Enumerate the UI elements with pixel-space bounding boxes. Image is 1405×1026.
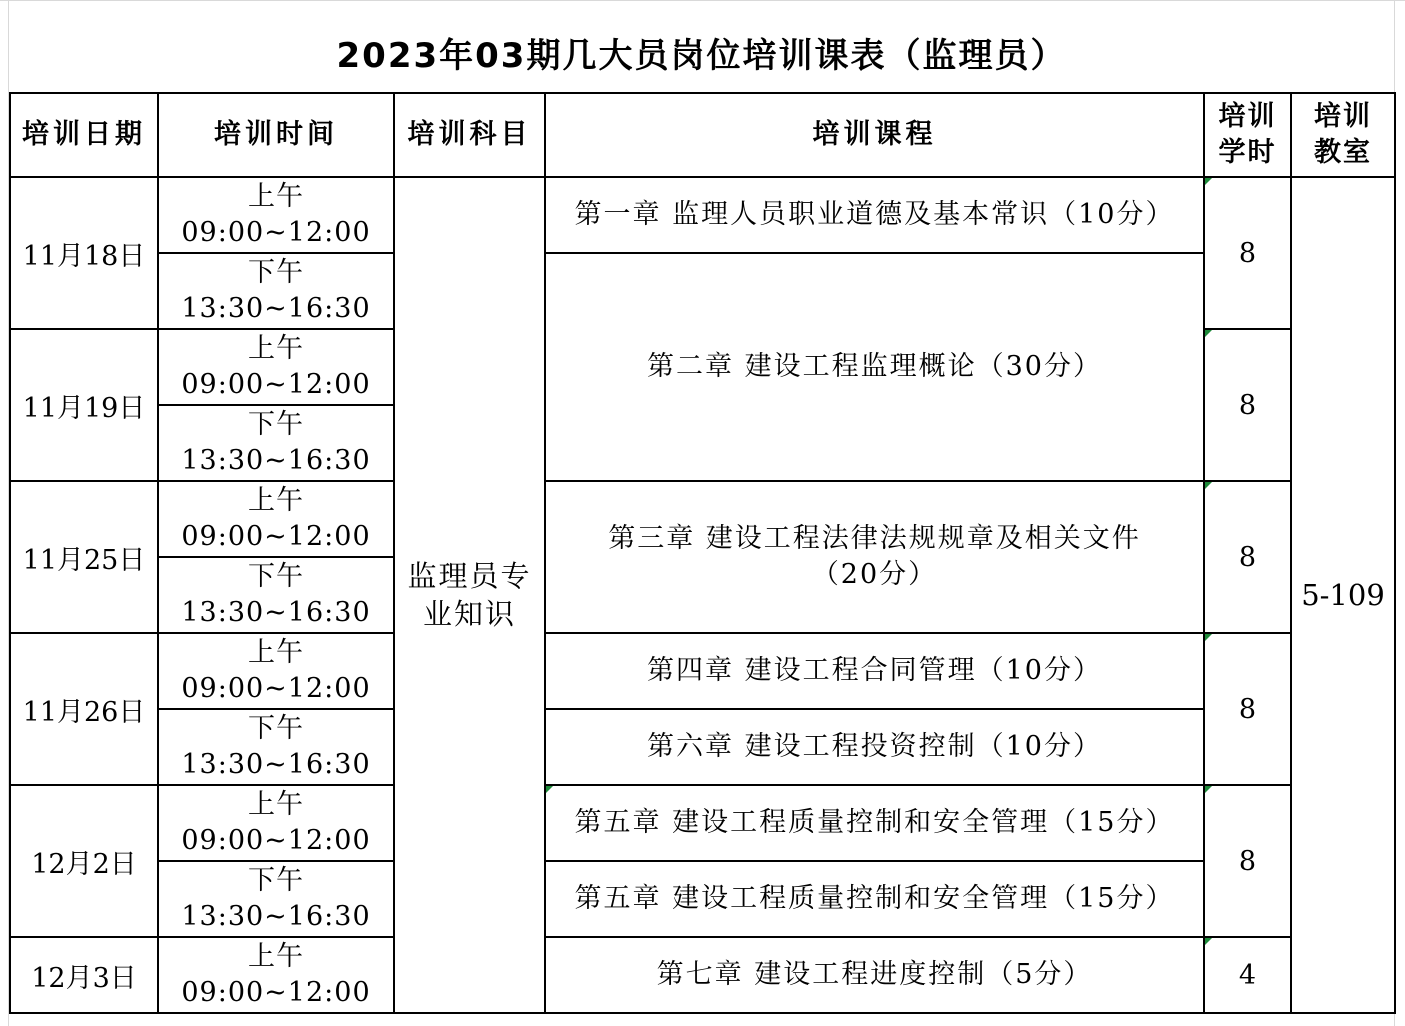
table-row [10,709,1395,785]
hours-cell: 8 [1204,785,1291,937]
table-row [10,861,1395,937]
hours-cell: 4 [1204,937,1291,1013]
date-cell: 12月3日 [10,937,158,1013]
date-cell: 11月25日 [10,481,158,633]
date-cell: 11月19日 [10,329,158,481]
table-row [10,481,1395,557]
header-hours: 培训 学时 [1204,93,1291,177]
table-row [10,253,1395,329]
hours-cell: 8 [1204,481,1291,633]
room-cell: 5-109 [1291,177,1395,1013]
time-slot-am: 上午 09:00~12:00 [158,937,394,1013]
course-cell: 第六章 建设工程投资控制（10分） [545,709,1204,785]
time-slot-am: 上午 09:00~12:00 [158,481,394,557]
hours-cell: 8 [1204,633,1291,785]
course-cell: 第七章 建设工程进度控制（5分） [545,937,1204,1013]
course-cell: 第五章 建设工程质量控制和安全管理（15分） [545,785,1204,861]
schedule-table [9,92,1396,1014]
header-subject: 培训科目 [394,93,545,177]
date-cell: 11月26日 [10,633,158,785]
subject-cell: 监理员专业知识 [394,177,545,1013]
time-slot-am: 上午 09:00~12:00 [158,785,394,861]
hours-cell: 8 [1204,177,1291,329]
time-slot-pm: 下午 13:30~16:30 [158,557,394,633]
header-room: 培训 教室 [1291,93,1395,177]
table-row [10,633,1395,709]
time-slot-am: 上午 09:00~12:00 [158,329,394,405]
table-row [10,937,1395,1013]
time-slot-pm: 下午 13:30~16:30 [158,253,394,329]
course-cell: 第四章 建设工程合同管理（10分） [545,633,1204,709]
header-course: 培训课程 [545,93,1204,177]
time-slot-am: 上午 09:00~12:00 [158,633,394,709]
header-date: 培训日期 [10,93,158,177]
course-cell: 第五章 建设工程质量控制和安全管理（15分） [545,861,1204,937]
course-cell: 第一章 监理人员职业道德及基本常识（10分） [545,177,1204,253]
table-row [10,785,1395,861]
time-slot-pm: 下午 13:30~16:30 [158,709,394,785]
time-slot-am: 上午 09:00~12:00 [158,177,394,253]
header-time: 培训时间 [158,93,394,177]
header-row [10,93,1395,177]
schedule-title: 2023年03期几大员岗位培训课表（监理员） [336,35,1067,76]
time-slot-pm: 下午 13:30~16:30 [158,405,394,481]
table-row [10,177,1395,253]
hours-cell: 8 [1204,329,1291,481]
time-slot-pm: 下午 13:30~16:30 [158,861,394,937]
course-cell: 第二章 建设工程监理概论（30分） [545,253,1204,481]
course-cell: 第三章 建设工程法律法规规章及相关文件（20分） [545,481,1204,633]
date-cell: 11月18日 [10,177,158,329]
date-cell: 12月2日 [10,785,158,937]
